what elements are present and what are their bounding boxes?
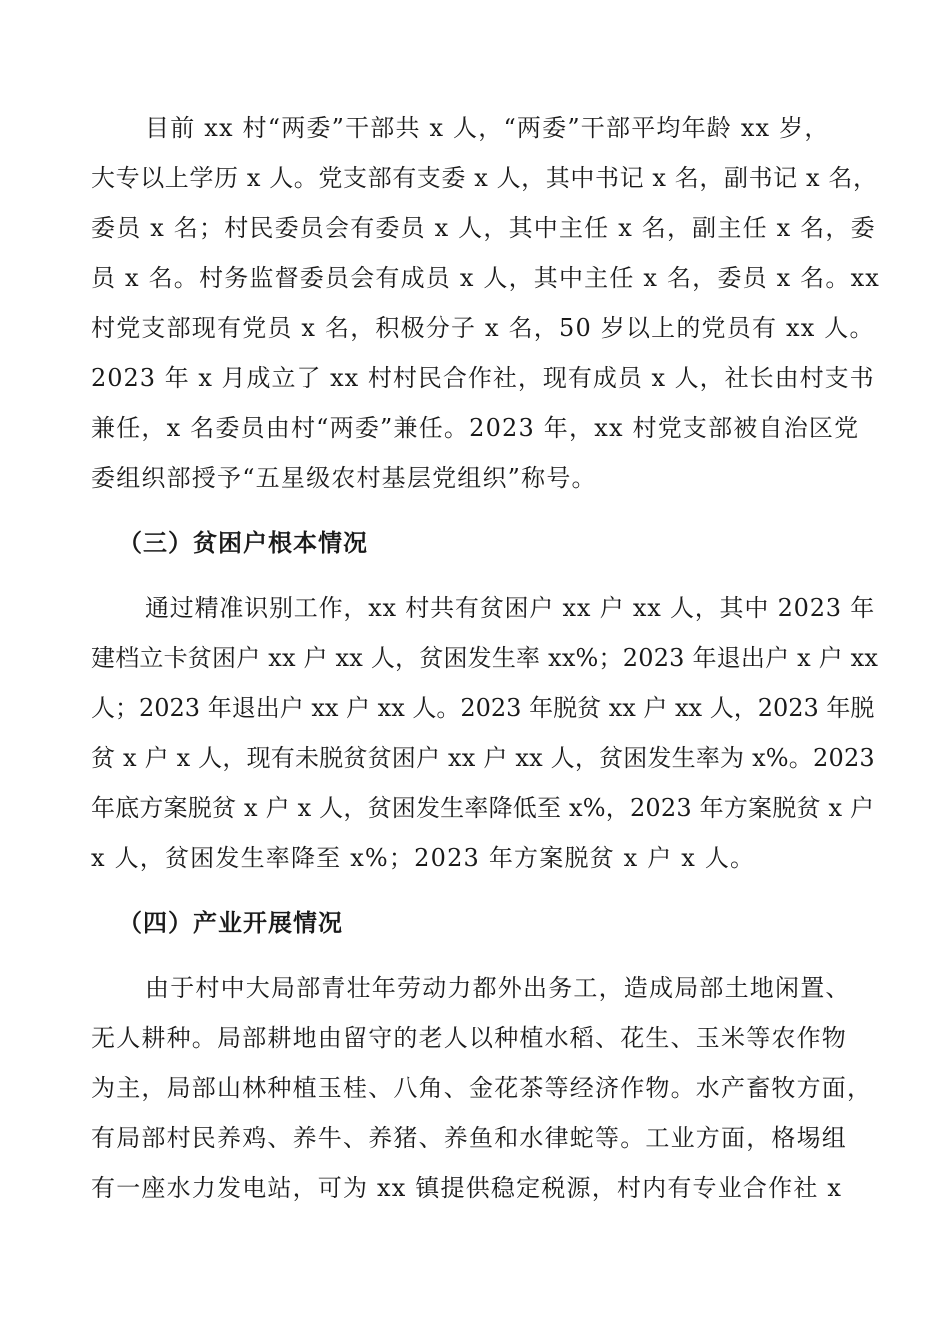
paragraph-line: 贫 x 户 x 人，现有未脱贫贫困户 xx 户 xx 人，贫困发生率为 x%。2023: [91, 744, 875, 772]
paragraph-line: 村党支部现有党员 x 名，积极分子 x 名，50 岁以上的党员有 xx 人。: [91, 314, 875, 342]
paragraph-line: 无人耕种。局部耕地由留守的老人以种植水稻、花生、玉米等农作物: [91, 1024, 847, 1052]
paragraph-line: 有一座水力发电站，可为 xx 镇提供稳定税源，村内有专业合作社 x: [91, 1174, 843, 1202]
paragraph-line: 大专以上学历 x 人。党支部有支委 x 人，其中书记 x 名，副书记 x 名，: [91, 164, 878, 192]
paragraph-line: 人；2023 年退出户 xx 户 xx 人。2023 年脱贫 xx 户 xx 人，2023 年脱: [91, 694, 875, 722]
paragraph-line: 由于村中大局部青壮年劳动力都外出务工，造成局部土地闲置、: [145, 974, 851, 1002]
section-heading: （四）产业开展情况: [118, 909, 343, 937]
paragraph-line: 兼任，x 名委员由村“两委”兼任。2023 年，xx 村党支部被自治区党: [91, 414, 860, 442]
paragraph-line: x 人，贫困发生率降至 x%；2023 年方案脱贫 x 户 x 人。: [91, 844, 756, 872]
paragraph-line: 建档立卡贫困户 xx 户 xx 人，贫困发生率 xx%；2023 年退出户 x 户 xx: [91, 644, 879, 672]
paragraph-line: 委员 x 名；村民委员会有委员 x 人，其中主任 x 名，副主任 x 名，委: [91, 214, 876, 242]
paragraph-line: 为主，局部山林种植玉桂、八角、金花茶等经济作物。水产畜牧方面，: [91, 1074, 873, 1102]
paragraph-line: 员 x 名。村务监督委员会有成员 x 人，其中主任 x 名，委员 x 名。xx: [91, 264, 881, 292]
paragraph-line: 目前 xx 村“两委”干部共 x 人，“两委”干部平均年龄 xx 岁，: [145, 114, 830, 142]
paragraph-line: 通过精准识别工作，xx 村共有贫困户 xx 户 xx 人，其中 2023 年: [145, 594, 876, 622]
paragraph-line: 有局部村民养鸡、养牛、养猪、养鱼和水律蛇等。工业方面，格埸组: [91, 1124, 847, 1152]
paragraph-line: 委组织部授予“五星级农村基层党组织”称号。: [91, 464, 597, 492]
paragraph-line: 2023 年 x 月成立了 xx 村村民合作社，现有成员 x 人，社长由村支书: [91, 364, 875, 392]
paragraph-line: 年底方案脱贫 x 户 x 人，贫困发生率降低至 x%，2023 年方案脱贫 x 户: [91, 794, 875, 822]
section-heading: （三）贫困户根本情况: [118, 529, 368, 557]
